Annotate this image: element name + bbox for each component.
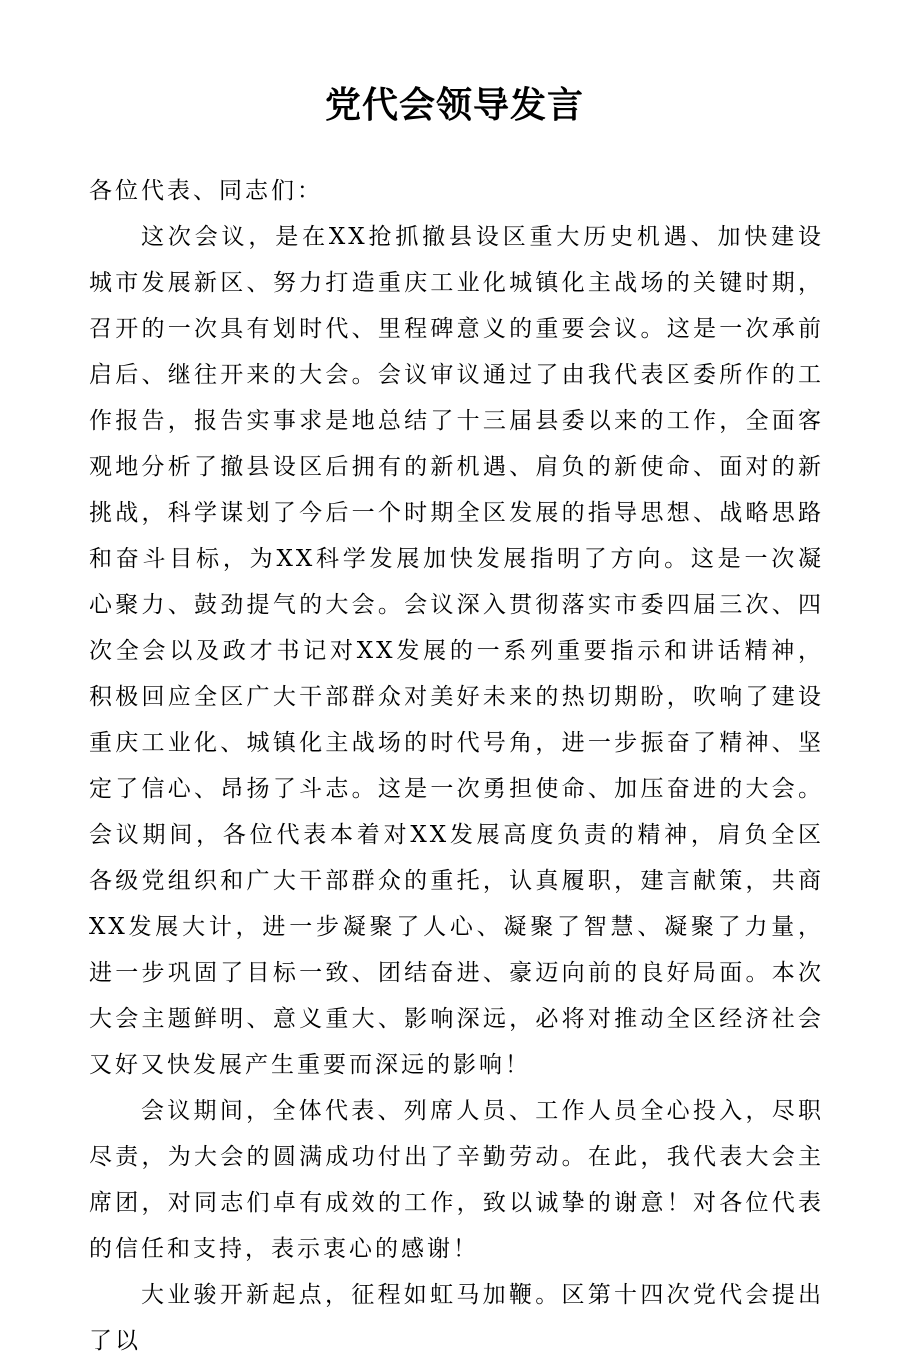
paragraph-2: 会议期间，全体代表、列席人员、工作人员全心投入，尽职尽责，为大会的圆满成功付出了辛勤劳动。在此，我代表大会主席团，对同志们卓有成效的工作，致以诚挚的谢意！对各位代表的信任和支持，表示衷心的感谢！ bbox=[89, 1098, 824, 1262]
paragraph-1: 这次会议，是在XX抢抓撤县设区重大历史机遇、加快建设城市发展新区、努力打造重庆工业化城镇化主战场的关键时期，召开的一次具有划时代、里程碑意义的重要会议。这是一次承前启后、继往开来的大会。会议审议通过了由我代表区委所作的工作报告，报告实事求是地总结了十三届县委以来的工作，全面客观地分析了撤县设区后拥有的新机遇、肩负的新使命、面对的新挑战，科学谋划了今后一个时期全区发展的指导思想、战略思路和奋斗目标，为XX科学发展加快发展指明了方向。这是一次凝心聚力、鼓劲提气的大会。会议深入贯彻落实市委四届三次、四次全会以及政才书记对XX发展的一系列重要指示和讲话精神，积极回应全区广大干部群众对美好未来的热切期盼，吹响了建设重庆工业化、城镇化主战场的时代号角，进一步振奋了精神、坚定了信心、昂扬了斗志。这是一次勇担使命、加压奋进的大会。会议期间，各位代表本着对XX发展高度负责的精神，肩负全区各级党组织和广大干部群众的重托，认真履职，建言献策，共商XX发展大计，进一步凝聚了人心、凝聚了智慧、凝聚了力量，进一步巩固了目标一致、团结奋进、豪迈向前的良好局面。本次大会主题鲜明、意义重大、影响深远，必将对推动全区经济社会又好又快发展产生重要而深远的影响！ bbox=[89, 224, 824, 1078]
document-title: 党代会领导发言 bbox=[324, 84, 584, 126]
paragraph-3: 大业骏开新起点，征程如虹马加鞭。区第十四次党代会提出了以 bbox=[89, 1282, 824, 1354]
salutation: 各位代表、同志们： bbox=[89, 178, 323, 204]
document-body bbox=[89, 168, 824, 1364]
